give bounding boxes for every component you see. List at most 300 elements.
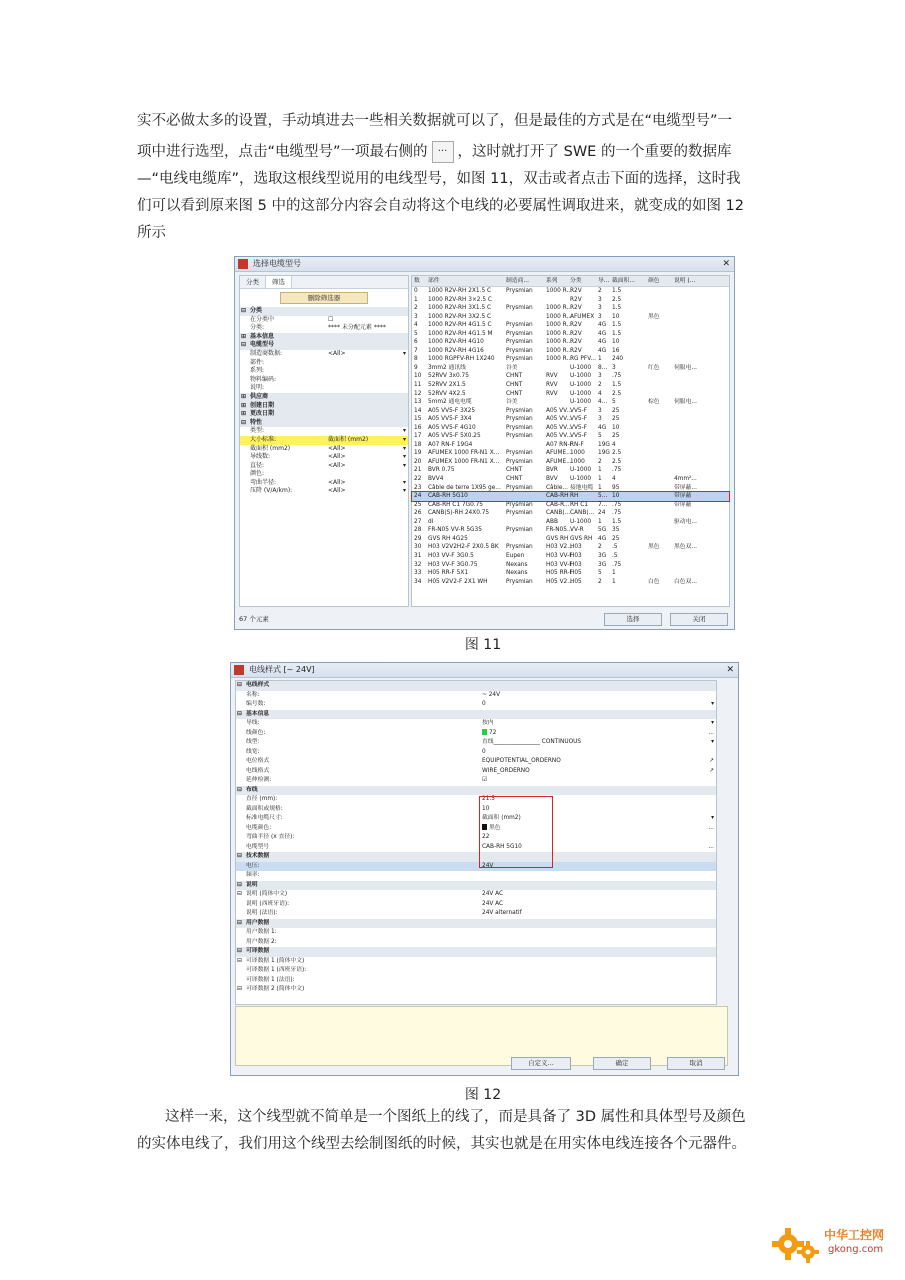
property-row[interactable] [240,367,408,376]
table-row[interactable] [412,338,729,347]
property-row[interactable] [240,324,408,333]
property-row[interactable] [236,928,716,938]
property-row[interactable] [240,470,408,479]
property-section[interactable] [240,341,408,350]
property-value[interactable]: <All> [328,444,346,452]
table-row[interactable] [412,543,729,552]
table-cell: 21 [414,467,422,474]
table-cell: H03 [570,544,582,551]
table-cell: Prysmian [506,330,533,337]
dropdown-arrow-icon[interactable]: ▾ [402,453,406,461]
table-cell: R2V [570,347,582,354]
table-row[interactable] [412,518,729,527]
table-cell: dl [428,518,434,525]
close-icon[interactable]: ✕ [726,665,734,675]
table-cell: 12 [414,390,422,397]
table-cell: R2V [570,305,582,312]
property-row[interactable] [236,985,716,995]
table-row[interactable] [412,432,729,441]
column-header[interactable]: 系列 [546,278,558,284]
property-row[interactable] [240,359,408,368]
figure-12-caption: 图 12 [464,1087,502,1103]
table-cell: 1 [612,570,616,577]
property-row[interactable] [236,814,716,824]
property-value[interactable]: <All> [328,461,346,469]
property-value-text: ~ 24V [482,691,501,698]
table-cell: H03 V2V2H2-F 2X0.5 BK [428,544,499,551]
filter-tabs [240,276,408,289]
table-row[interactable] [412,372,729,381]
table-cell: H03 [570,552,582,559]
property-label: 弯曲半径: [250,478,277,486]
table-cell: A05 VV... [546,407,572,414]
column-header[interactable]: 分类 [570,278,582,284]
table-cell: 带屏蔽... [674,484,697,491]
table-cell: 伺服电... [674,399,697,406]
property-label: 物料编码: [250,375,277,383]
table-cell: 7 [414,347,418,354]
table-cell: 16 [414,424,422,431]
cable-table [411,275,730,607]
expand-icon[interactable]: ⊟ [241,418,247,426]
table-cell: Prysmian [506,433,533,440]
property-row[interactable] [240,445,408,454]
expand-icon[interactable]: ⊟ [237,881,242,888]
table-cell: 2 [598,578,602,585]
table-cell: Nexans [506,561,528,568]
property-label: 可译数据 1 (西班牙语): [246,967,307,973]
table-row[interactable] [412,287,729,296]
table-row[interactable] [412,347,729,356]
table-row[interactable] [412,304,729,313]
table-row[interactable] [412,330,729,339]
table-row[interactable] [412,552,729,561]
property-label: 说明 (西班牙语): [246,900,290,907]
property-value[interactable] [482,748,486,758]
table-row[interactable] [412,415,729,424]
property-row[interactable] [236,729,716,739]
property-row[interactable] [240,487,408,496]
column-header[interactable]: 说明 (... [674,278,696,284]
property-row[interactable] [236,833,716,843]
table-cell: 28 [414,527,422,534]
table-cell: 1.5 [612,518,622,525]
column-header[interactable]: 部件 [428,278,440,284]
table-cell: 31 [414,552,422,559]
property-row[interactable] [240,350,408,359]
table-cell: 谷美 [506,399,518,406]
table-cell: .75 [612,467,622,474]
property-section[interactable] [240,307,408,316]
wire-property-list [235,680,717,1005]
table-row[interactable] [412,466,729,475]
property-value-text: 21.5 [482,796,495,802]
property-section[interactable] [236,786,716,796]
property-row[interactable] [236,805,716,815]
table-cell: 驱动电... [674,518,697,525]
table-cell: CANB(... [546,510,571,517]
text-line: 所示 [137,225,166,241]
property-value[interactable] [482,757,561,767]
table-cell: H03 [570,561,582,568]
property-value[interactable] [482,700,486,710]
expand-icon[interactable]: ⊟ [237,957,242,964]
expand-icon[interactable]: ⊞ [241,410,247,418]
property-value[interactable] [482,729,496,739]
property-row[interactable] [236,795,716,805]
table-cell: 23 [414,484,422,491]
table-row[interactable] [412,475,729,484]
table-cell: GVS RH 4G25 [428,535,468,542]
column-header[interactable]: 数 [414,278,420,284]
property-row[interactable] [240,462,408,471]
expand-icon[interactable]: ⊟ [237,853,242,859]
property-label: 电位格式 [246,758,270,764]
dialog-title: 选择电缆型号 [253,259,301,268]
table-cell: 1000 R... [546,356,572,363]
property-row[interactable] [236,748,716,758]
table-row[interactable] [412,526,729,535]
expand-icon[interactable]: ⊟ [241,341,247,349]
table-cell: Prysmian [506,407,533,414]
table-cell: 33 [414,570,422,577]
table-cell: A05 VV5-F 3X25 [428,407,476,414]
property-row[interactable] [240,384,408,393]
table-row[interactable] [412,449,729,458]
property-row[interactable] [236,966,716,976]
dropdown-arrow-icon[interactable]: ▾ [402,461,406,469]
close-icon[interactable]: ✕ [722,259,730,269]
property-label: 特性 [250,418,263,426]
table-row[interactable] [412,535,729,544]
table-cell: ABB [546,518,558,525]
column-header[interactable]: 导... [598,278,610,284]
expand-icon[interactable]: ⊟ [237,948,242,954]
table-cell: H05 V2V2-F 2X1 WH [428,578,488,585]
property-row[interactable] [240,453,408,462]
table-row[interactable] [412,501,729,510]
table-row[interactable] [412,321,729,330]
dropdown-arrow-icon[interactable]: ▾ [402,349,406,357]
table-row[interactable] [412,561,729,570]
expand-icon[interactable]: ⊞ [241,401,247,409]
text-fragment: ，这时就打开了 SWE 的一个重要的数据库 [457,144,732,160]
property-label: 说明: [250,384,265,392]
expand-icon[interactable]: ⊟ [237,786,242,793]
table-row[interactable] [412,484,729,493]
table-cell: 黑色双... [674,544,697,551]
expand-icon[interactable]: ⊞ [241,392,247,400]
table-cell: H05 RR-F [546,570,573,577]
dropdown-arrow-icon[interactable]: ▾ [402,487,406,495]
property-row[interactable] [236,776,716,786]
table-row[interactable] [412,569,729,578]
table-row[interactable] [412,578,729,587]
table-row[interactable] [412,390,729,399]
table-cell: 1000 [570,458,585,465]
property-value[interactable] [482,767,530,777]
table-cell: 1 [612,578,616,585]
table-cell: RH C1 [570,501,588,508]
table-cell: 14 [414,407,422,414]
table-cell: GVS RH [570,535,593,542]
property-row[interactable] [236,862,716,872]
property-value[interactable] [482,738,581,748]
tab-filter[interactable]: 筛选 [266,276,292,288]
table-row[interactable] [412,458,729,467]
property-row[interactable] [236,909,716,919]
property-value[interactable]: <All> [328,478,346,486]
property-row[interactable] [236,900,716,910]
table-cell: BVV4 [428,476,444,483]
property-section[interactable] [236,852,716,862]
property-value-text: 24V AC [482,891,504,897]
table-cell: .75 [612,510,622,517]
property-value[interactable] [482,719,494,729]
table-cell: 13 [414,399,422,406]
table-cell: 10 [612,424,620,431]
property-row[interactable] [236,767,716,777]
table-cell: A07 RN-F [546,441,573,448]
table-cell: 19G [598,441,610,448]
close-button[interactable]: 关闭 [670,613,728,626]
expand-icon[interactable]: ⊟ [237,710,242,717]
select-cable-type-dialog [234,256,735,630]
property-value[interactable]: <All> [328,487,346,495]
property-value[interactable]: **** 未分配元素 **** [328,324,386,332]
property-value[interactable] [482,909,522,919]
property-value-text: 按内 [482,720,494,726]
property-value-text: 直线________________ CONTINUOUS [482,739,582,745]
table-cell: U-1000 [570,373,592,380]
table-cell: 2.5 [612,296,622,303]
table-cell: FR-N05... [546,527,573,534]
text-line: —“电线电缆库”，选取这根线型说用的电线型号，如图 11，双击或者点击下面的选择，这时我 [137,171,741,187]
property-section[interactable] [236,681,716,691]
table-cell: 11 [414,382,422,389]
table-cell: 1000 RGPFV-RH 1X240 [428,356,495,363]
property-label: 用户数据 [246,919,270,926]
table-cell: 18 [414,441,422,448]
table-cell: .75 [612,373,622,380]
property-value[interactable] [482,900,503,910]
table-cell: 1000 R2V-RH 4G16 [428,347,484,354]
table-cell: 4G [598,347,607,354]
property-row[interactable] [240,436,408,445]
property-value[interactable]: <All> [328,453,346,461]
table-cell: R2V [570,330,582,337]
table-cell: 黑色 [648,313,660,320]
property-row[interactable] [236,871,716,881]
table-cell: 1000 R2V-RH 4G1.5 M [428,330,493,337]
table-cell: 3 [598,305,602,312]
table-cell: 10 [612,313,620,320]
column-header[interactable]: 颜色 [648,278,660,284]
expand-icon[interactable]: ⊟ [241,307,247,314]
table-cell: A05 VV... [546,433,572,440]
table-cell: 16 [612,347,620,354]
table-row[interactable] [412,424,729,433]
gkong-watermark [770,1222,900,1266]
table-cell: 8 [414,356,418,363]
dropdown-arrow-icon[interactable]: ▾ [402,427,406,435]
property-label: 线宽: [246,748,260,755]
dropdown-arrow-icon[interactable]: ▾ [711,739,714,745]
property-row[interactable] [236,976,716,986]
property-label: 说明 (简体中文) [246,891,288,897]
expand-icon[interactable]: ⊟ [237,986,242,992]
property-value[interactable]: 截面积 (mm2) [328,435,369,443]
table-cell: Prysmian [506,356,533,363]
table-row[interactable] [412,355,729,364]
table-cell: 25 [612,407,620,414]
table-cell: 1 [598,356,602,363]
table-cell: CANB(... [570,510,595,517]
select-button[interactable]: 选择 [604,613,662,626]
table-cell: 17 [414,433,422,440]
table-row[interactable] [412,381,729,390]
property-value[interactable]: <All> [328,349,346,357]
property-section[interactable] [236,710,716,720]
property-row[interactable] [236,890,716,900]
property-row[interactable] [240,427,408,436]
expand-icon[interactable]: ⊞ [241,332,247,340]
property-section[interactable] [240,410,408,419]
property-row[interactable] [236,757,716,767]
property-section[interactable] [236,881,716,891]
property-section[interactable] [240,393,408,402]
table-cell: 3mm2 通讯线 [428,364,466,371]
table-cell: CAB-RH 5G10 [428,493,468,500]
property-row[interactable] [236,700,716,710]
dropdown-arrow-icon[interactable]: ... [708,843,714,850]
ok-button[interactable]: 确定 [593,1057,651,1070]
table-row[interactable] [412,398,729,407]
table-cell: VV-R [570,527,584,534]
table-cell: U-1000 [570,399,592,406]
table-row[interactable] [412,296,729,305]
table-cell: 1 [598,518,602,525]
dropdown-arrow-icon[interactable]: ... [708,824,714,831]
wire-style-dialog [230,662,739,1076]
property-label: 基本信息 [246,710,270,717]
dropdown-arrow-icon[interactable]: ▾ [711,720,714,726]
table-row[interactable] [412,492,729,501]
table-row[interactable] [412,364,729,373]
expand-icon[interactable]: ⊟ [237,682,242,688]
property-value[interactable] [482,776,487,786]
table-cell: CAB-RH C1 7G0.75 [428,501,483,508]
property-section[interactable] [240,402,408,411]
property-row[interactable] [236,843,716,853]
table-cell: 4 [612,441,616,448]
table-cell: 1.5 [612,305,622,312]
property-value-text: 截面积 (mm2) [482,815,521,821]
cancel-button[interactable]: 取消 [667,1057,725,1070]
table-cell: Prysmian [506,322,533,329]
property-label: 线颜色: [246,729,266,736]
table-cell: U-1000 [570,476,592,483]
expand-icon[interactable]: ⊟ [237,891,242,897]
property-row[interactable] [236,938,716,948]
property-label: 电线格式 [246,767,270,774]
dropdown-arrow-icon[interactable]: ▾ [711,815,714,821]
tab-category[interactable]: 分类 [240,276,266,288]
property-row[interactable] [236,824,716,834]
property-label: 大小标准: [250,435,277,443]
delete-filter-button[interactable]: 删除筛选器 [280,292,368,304]
text-line: 们可以看到原来图 5 中的这部分内容会自动将这个电线的必要属性调取进来，就变成的如图 12 [137,198,744,214]
table-row[interactable] [412,407,729,416]
dropdown-arrow-icon[interactable]: ▾ [402,435,406,443]
property-value-text: 22 [482,834,490,840]
property-label: 截面积 (mm2) [250,444,291,452]
property-label: 名称: [246,691,260,698]
table-cell: VV5-F [570,407,588,414]
table-cell: 1.5 [612,382,622,389]
table-cell: Prysmian [506,501,533,508]
custom-button[interactable]: 自定义... [511,1057,571,1070]
table-cell: 25 [414,501,422,508]
table-cell: 4G [598,339,607,346]
table-cell: 2 [414,305,418,312]
dropdown-arrow-icon[interactable]: ▾ [402,478,406,486]
property-row[interactable] [240,376,408,385]
dropdown-arrow-icon[interactable]: ↗ [709,758,714,764]
dropdown-arrow-icon[interactable]: ▾ [402,444,406,452]
property-row[interactable] [240,316,408,325]
table-cell: R2V [570,288,582,294]
column-header[interactable]: 截面积... [612,278,635,284]
property-label: 电缆型号 [246,843,270,850]
table-cell: 34 [414,578,422,585]
property-value[interactable] [482,890,503,900]
property-label: 基本信息 [250,332,275,340]
table-row[interactable] [412,441,729,450]
table-cell: 1000 R... [546,305,572,312]
property-row[interactable] [236,957,716,967]
property-value[interactable] [482,691,500,701]
color-swatch [482,729,487,735]
table-cell: U-1000 [570,467,592,474]
table-cell: 伺服电... [674,364,697,371]
property-section[interactable] [236,947,716,957]
table-cell: 5mm2 通电电缆 [428,399,472,406]
property-row[interactable] [236,691,716,701]
property-row[interactable] [236,719,716,729]
table-row[interactable] [412,509,729,518]
property-value[interactable]: ☐ [328,315,334,323]
table-cell: Eupen [506,552,525,559]
ellipsis-button-icon: ... [432,141,454,163]
dropdown-arrow-icon[interactable]: ... [708,729,714,736]
app-icon [238,259,248,269]
property-row[interactable] [236,738,716,748]
property-label: 部件: [250,358,265,366]
expand-icon[interactable]: ⊟ [237,919,242,926]
table-row[interactable] [412,313,729,322]
table-cell: Nexans [506,570,528,577]
property-section[interactable] [240,419,408,428]
table-cell: 1000 R... [546,288,572,294]
table-cell: 24 [598,510,606,517]
property-section[interactable] [236,919,716,929]
dropdown-arrow-icon[interactable]: ↗ [709,767,714,774]
column-header[interactable]: 制造商... [506,278,529,284]
property-value-text: 72 [489,729,497,736]
property-value-text: 24V alternatif [482,910,522,916]
dropdown-arrow-icon[interactable]: ▾ [711,701,714,707]
